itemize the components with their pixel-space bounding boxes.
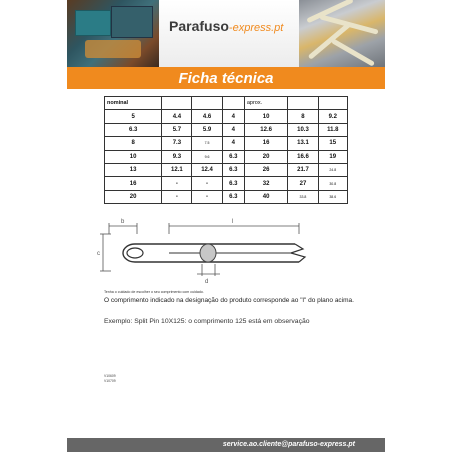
table-cell: 16.6 <box>288 150 318 163</box>
table-cell: 30.8 <box>318 177 347 190</box>
logo-area <box>159 0 299 67</box>
table-row <box>105 190 348 203</box>
table-cell: 15 <box>318 137 347 150</box>
table-cell: 19 <box>318 150 347 163</box>
table-header-cell <box>222 97 244 110</box>
table-cell: 20 <box>244 150 288 163</box>
table-header-cell <box>192 97 222 110</box>
table-cell: 6.3 <box>222 163 244 176</box>
table-row <box>105 110 348 123</box>
table-cell: 13.1 <box>288 137 318 150</box>
label-d: d <box>205 279 209 284</box>
length-note: O comprimento indicado na designação do produto corresponde ao "l" do plano acima. <box>104 297 354 304</box>
product-codes <box>104 374 116 384</box>
label-l: l <box>232 219 234 225</box>
table-cell: 5 <box>105 110 162 123</box>
example-text: Exemplo: Split Pin 10X125: o comprimento 125 está em observação <box>104 318 310 325</box>
small-note: Tenha o cuidado de escolher o seu comprimento com cuidado. <box>104 290 204 294</box>
table-cell: 5.9 <box>192 123 222 136</box>
table-cell: 10 <box>244 110 288 123</box>
table-row <box>105 123 348 136</box>
split-pin-drawing <box>97 214 357 284</box>
table-cell: 16 <box>244 137 288 150</box>
table-cell: 21.7 <box>288 163 318 176</box>
table-cell: 9.3 <box>162 150 192 163</box>
table-cell: 12.6 <box>244 123 288 136</box>
table-cell: - <box>162 177 192 190</box>
table-cell: - <box>162 190 192 203</box>
page-title: Ficha técnica <box>178 69 274 87</box>
pin-cross-section <box>200 244 216 262</box>
brand-name: Parafuso <box>169 18 229 34</box>
table-header-cell <box>318 97 347 110</box>
table-cell: 12.4 <box>192 163 222 176</box>
brand-domain: -express.pt <box>228 22 284 34</box>
table-row <box>105 150 348 163</box>
table-cell: 26 <box>244 163 288 176</box>
table-cell: 9.2 <box>318 110 347 123</box>
table-cell: 8 <box>105 137 162 150</box>
table-cell: 6.3 <box>222 177 244 190</box>
table-cell: 6.3 <box>222 190 244 203</box>
table-cell: 7.3 <box>162 137 192 150</box>
title-bar <box>67 67 385 89</box>
table-header-cell: nominal <box>105 97 162 110</box>
pin-eye <box>123 244 169 262</box>
label-b: b <box>121 219 125 225</box>
table-cell: 16 <box>105 177 162 190</box>
product-code: V10609 <box>104 374 116 378</box>
table-cell: 4 <box>222 137 244 150</box>
table-cell: 33.8 <box>288 190 318 203</box>
footer-bar <box>67 438 385 452</box>
table-cell: 9.6 <box>192 150 222 163</box>
table-cell: 4.4 <box>162 110 192 123</box>
table-row <box>105 177 348 190</box>
header-banner <box>67 0 385 67</box>
table-cell: - <box>192 190 222 203</box>
table-cell: 11.8 <box>318 123 347 136</box>
table-cell: 4 <box>222 123 244 136</box>
table-header-row <box>105 97 348 110</box>
table-cell: 40 <box>244 190 288 203</box>
tools-photo <box>67 0 159 67</box>
footer-email: service.ao.cliente@parafuso-express.pt <box>222 441 355 448</box>
table-cell: 7.5 <box>192 137 222 150</box>
table-cell: 38.6 <box>318 190 347 203</box>
table-cell: 8 <box>288 110 318 123</box>
table-header-cell <box>162 97 192 110</box>
table-cell: 6.3 <box>105 123 162 136</box>
table-row <box>105 137 348 150</box>
table-cell: 24.8 <box>318 163 347 176</box>
table-header-cell <box>288 97 318 110</box>
table-cell: 12.1 <box>162 163 192 176</box>
table-cell: 13 <box>105 163 162 176</box>
table-cell: 6.3 <box>222 150 244 163</box>
document-page <box>67 0 385 452</box>
table-cell: 20 <box>105 190 162 203</box>
table-cell: 5.7 <box>162 123 192 136</box>
label-c: c <box>97 251 100 257</box>
table-cell: - <box>192 177 222 190</box>
table-header-cell: aprox. <box>244 97 288 110</box>
table-cell: 4.6 <box>192 110 222 123</box>
table-cell: 10.3 <box>288 123 318 136</box>
table-cell: 10 <box>105 150 162 163</box>
product-code: V10709 <box>104 379 116 383</box>
table-cell: 27 <box>288 177 318 190</box>
table-row <box>105 163 348 176</box>
screws-photo <box>299 0 385 67</box>
table-cell: 32 <box>244 177 288 190</box>
table-cell: 4 <box>222 110 244 123</box>
brand-logo <box>169 18 283 36</box>
spec-table <box>104 96 348 204</box>
